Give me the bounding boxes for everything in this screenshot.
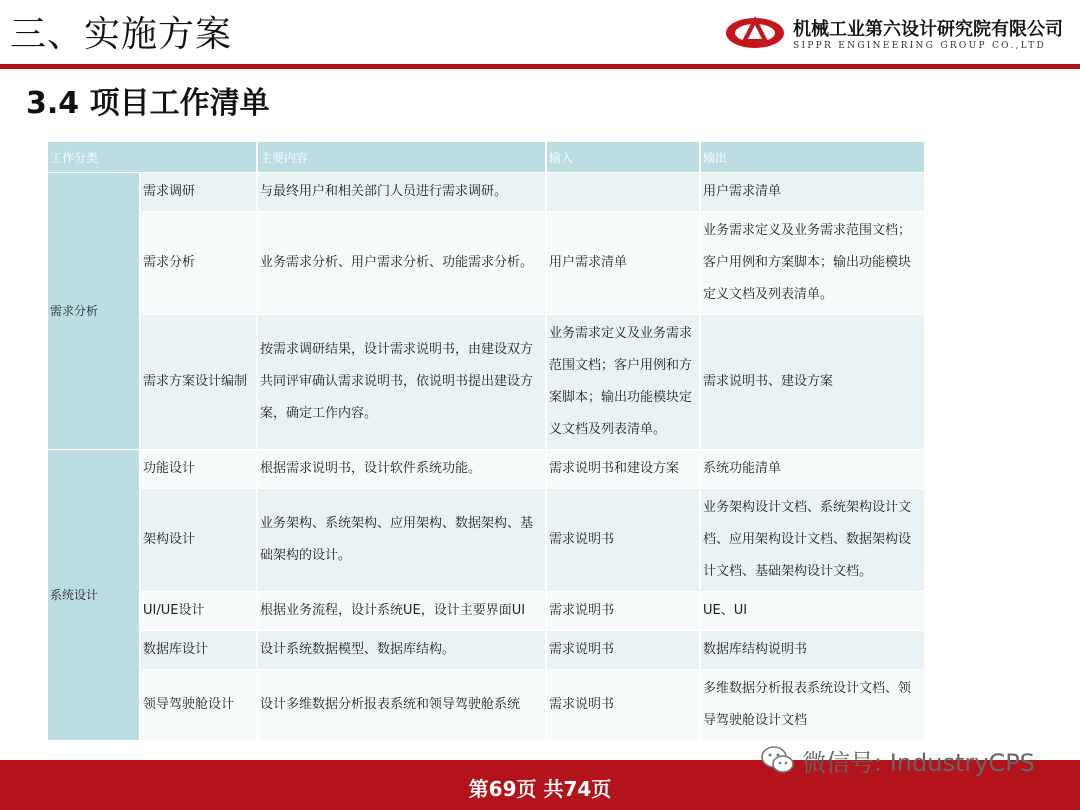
input-cell: 业务需求定义及业务需求范围文档；客户用例和方案脚本；输出功能模块定义文档及列表清单。 xyxy=(547,315,699,449)
page-number: 第69页 共74页 xyxy=(468,777,612,801)
table-row xyxy=(48,450,924,488)
slide-header xyxy=(0,0,1080,64)
company-name-en: SIPPR ENGINEERING GROUP CO.,LTD xyxy=(793,41,1046,51)
table-header-row xyxy=(48,142,924,172)
table-row xyxy=(48,212,924,314)
input-cell: 需求说明书 xyxy=(547,592,699,630)
item-cell: 需求方案设计编制 xyxy=(141,315,256,449)
content-cell: 根据业务流程，设计系统UE，设计主要界面UI xyxy=(258,592,545,630)
output-cell: 需求说明书、建设方案 xyxy=(701,315,924,449)
output-cell: 业务需求定义及业务需求范围文档；客户用例和方案脚本；输出功能模块定义文档及列表清单。 xyxy=(701,212,924,314)
company-logo-icon xyxy=(724,10,786,56)
work-list-table xyxy=(46,141,926,741)
input-cell: 需求说明书和建设方案 xyxy=(547,450,699,488)
input-cell: 需求说明书 xyxy=(547,631,699,669)
category-cell: 系统设计 xyxy=(48,450,139,740)
wechat-icon xyxy=(760,745,796,775)
content-cell: 与最终用户和相关部门人员进行需求调研。 xyxy=(258,173,545,211)
output-cell: 用户需求清单 xyxy=(701,173,924,211)
column-header: 输出 xyxy=(701,142,924,172)
content-cell: 设计系统数据模型、数据库结构。 xyxy=(258,631,545,669)
table-row xyxy=(48,315,924,449)
content-cell: 根据需求说明书，设计软件系统功能。 xyxy=(258,450,545,488)
output-cell: 多维数据分析报表系统设计文档、领导驾驶舱设计文档 xyxy=(701,670,924,740)
wechat-watermark xyxy=(760,740,1035,780)
item-cell: 需求调研 xyxy=(141,173,256,211)
item-cell: 领导驾驶舱设计 xyxy=(141,670,256,740)
slide-subtitle: 3.4 项目工作清单 xyxy=(26,86,270,121)
table-row xyxy=(48,670,924,740)
item-cell: UI/UE设计 xyxy=(141,592,256,630)
section-title: 三、实施方案 xyxy=(10,14,233,55)
item-cell: 需求分析 xyxy=(141,212,256,314)
input-cell: 需求说明书 xyxy=(547,670,699,740)
item-cell: 数据库设计 xyxy=(141,631,256,669)
output-cell: UE、UI xyxy=(701,592,924,630)
input-cell xyxy=(547,173,699,211)
content-cell: 设计多维数据分析报表系统和领导驾驶舱系统 xyxy=(258,670,545,740)
content-cell: 业务需求分析、用户需求分析、功能需求分析。 xyxy=(258,212,545,314)
table-row xyxy=(48,631,924,669)
input-cell: 需求说明书 xyxy=(547,489,699,591)
input-cell: 用户需求清单 xyxy=(547,212,699,314)
output-cell: 业务架构设计文档、系统架构设计文档、应用架构设计文档、数据架构设计文档、基础架构设计文档。 xyxy=(701,489,924,591)
output-cell: 系统功能清单 xyxy=(701,450,924,488)
table-row xyxy=(48,592,924,630)
column-header: 工作分类 xyxy=(48,142,256,172)
content-cell: 业务架构、系统架构、应用架构、数据架构、基础架构的设计。 xyxy=(258,489,545,591)
column-header: 主要内容 xyxy=(258,142,545,172)
content-cell: 按需求调研结果，设计需求说明书，由建设双方共同评审确认需求说明书，依说明书提出建设方案，确定工作内容。 xyxy=(258,315,545,449)
column-header: 输入 xyxy=(547,142,699,172)
company-name-cn: 机械工业第六设计研究院有限公司 xyxy=(793,19,1063,40)
wechat-id-text: 微信号: IndustryCPS xyxy=(802,748,1035,777)
category-cell: 需求分析 xyxy=(48,173,139,449)
header-divider xyxy=(0,64,1080,69)
item-cell: 架构设计 xyxy=(141,489,256,591)
table-row xyxy=(48,489,924,591)
table-row xyxy=(48,173,924,211)
output-cell: 数据库结构说明书 xyxy=(701,631,924,669)
item-cell: 功能设计 xyxy=(141,450,256,488)
company-logo xyxy=(724,10,1069,58)
